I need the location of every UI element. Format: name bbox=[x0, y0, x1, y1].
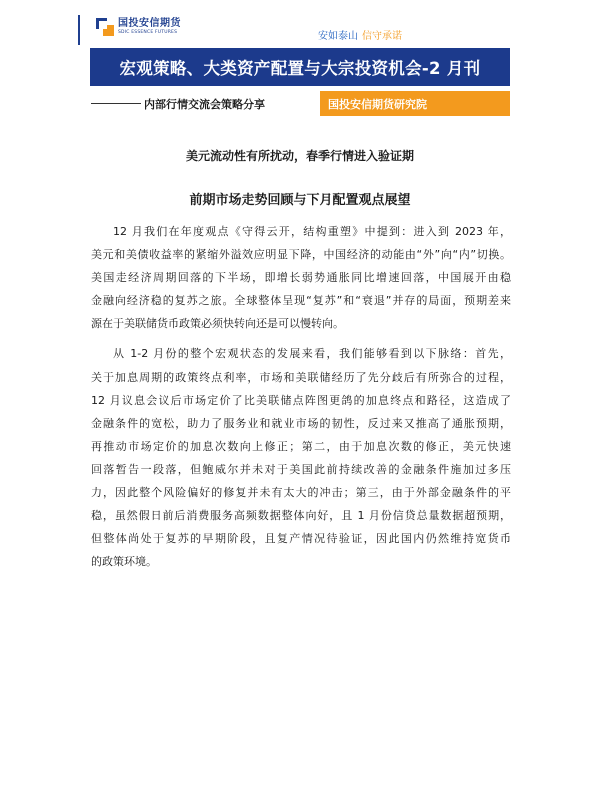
paragraph-line: 再推动市场定价的加息次数向上修正；第二，由于加息次数的修正，美元快速 bbox=[91, 439, 511, 453]
title-banner bbox=[90, 48, 510, 86]
paragraph-line: 12 月我们在年度观点《守得云开，结构重塑》中提到：进入到 2023 年， bbox=[113, 225, 511, 238]
paragraph-line: 金融条件的宽松，助力了服务业和就业市场的韧性，反过来又推高了通胀预期， bbox=[91, 416, 511, 430]
paragraph-line: 力，因此整个风险偏好的修复并未有太大的冲击；第三，由于外部金融条件的平 bbox=[91, 486, 511, 500]
section-title: 前期市场走势回顾与下月配置观点展望 bbox=[189, 193, 411, 208]
report-subtitle: 内部行情交流会策略分享 bbox=[144, 98, 265, 111]
paragraph-line: 稳，虽然假日前后消费服务高频数据整体向好，且 1 月份信贷总量数据超预期， bbox=[91, 509, 511, 523]
paragraph-line: 源在于美联储货币政策必须快转向还是可以慢转向。 bbox=[91, 317, 344, 331]
paragraph-line: 的政策环境。 bbox=[91, 555, 157, 569]
article-headline: 美元流动性有所扰动，春季行情进入验证期 bbox=[185, 149, 414, 163]
paragraph-line: 美元和美债收益率的紧缩外溢效应明显下降，中国经济的动能由“外”向“内”切换。 bbox=[91, 248, 511, 262]
paragraph-line: 从 1-2 月份的整个宏观状态的发展来看，我们能够看到以下脉络：首先， bbox=[113, 347, 511, 361]
paragraph-1 bbox=[91, 220, 511, 335]
report-title: 宏观策略、大类资产配置与大宗投资机会-2 月刊 bbox=[119, 59, 481, 78]
header-vertical-bar bbox=[78, 15, 80, 45]
paragraph-line: 关于加息周期的政策终点利率，市场和美联储经历了先分歧后有所弥合的过程， bbox=[91, 370, 511, 384]
paragraph-line: 12 月议息会议后市场定价了比美联储点阵图更鸽的加息终点和路径，这造成了 bbox=[91, 393, 511, 407]
paragraph-line: 金融向经济稳的复苏之旅。全球整体呈现“复苏”和“衰退”并存的局面，预期差来 bbox=[91, 294, 511, 308]
logo-name-en: SDIC ESSENCE FUTURES bbox=[118, 29, 178, 35]
logo-mark-icon bbox=[96, 18, 114, 36]
slogan-part-1: 安如泰山 bbox=[318, 31, 358, 42]
article-body bbox=[91, 220, 511, 573]
paragraph-line: 美国走经济周期回落的下半场，即增长弱势通胀同比增速回落，中国展开由稳 bbox=[91, 271, 511, 285]
paragraph-line: 但整体尚处于复苏的早期阶段，且复产情况待验证，因此国内仍然维持宽货币 bbox=[91, 532, 511, 546]
institute-name: 国投安信期货研究院 bbox=[328, 97, 427, 111]
paragraph-line: 回落暂告一段落，但鲍威尔并未对于美国此前持续改善的金融条件施加过多压 bbox=[91, 462, 511, 476]
slogan bbox=[318, 27, 402, 42]
company-logo bbox=[96, 18, 181, 36]
institute-badge bbox=[320, 91, 510, 116]
slogan-part-2: 信守承诺 bbox=[362, 31, 402, 42]
subtitle-rule bbox=[91, 103, 141, 104]
paragraph-2 bbox=[91, 342, 511, 573]
logo-name-cn: 国投安信期货 bbox=[118, 17, 181, 29]
